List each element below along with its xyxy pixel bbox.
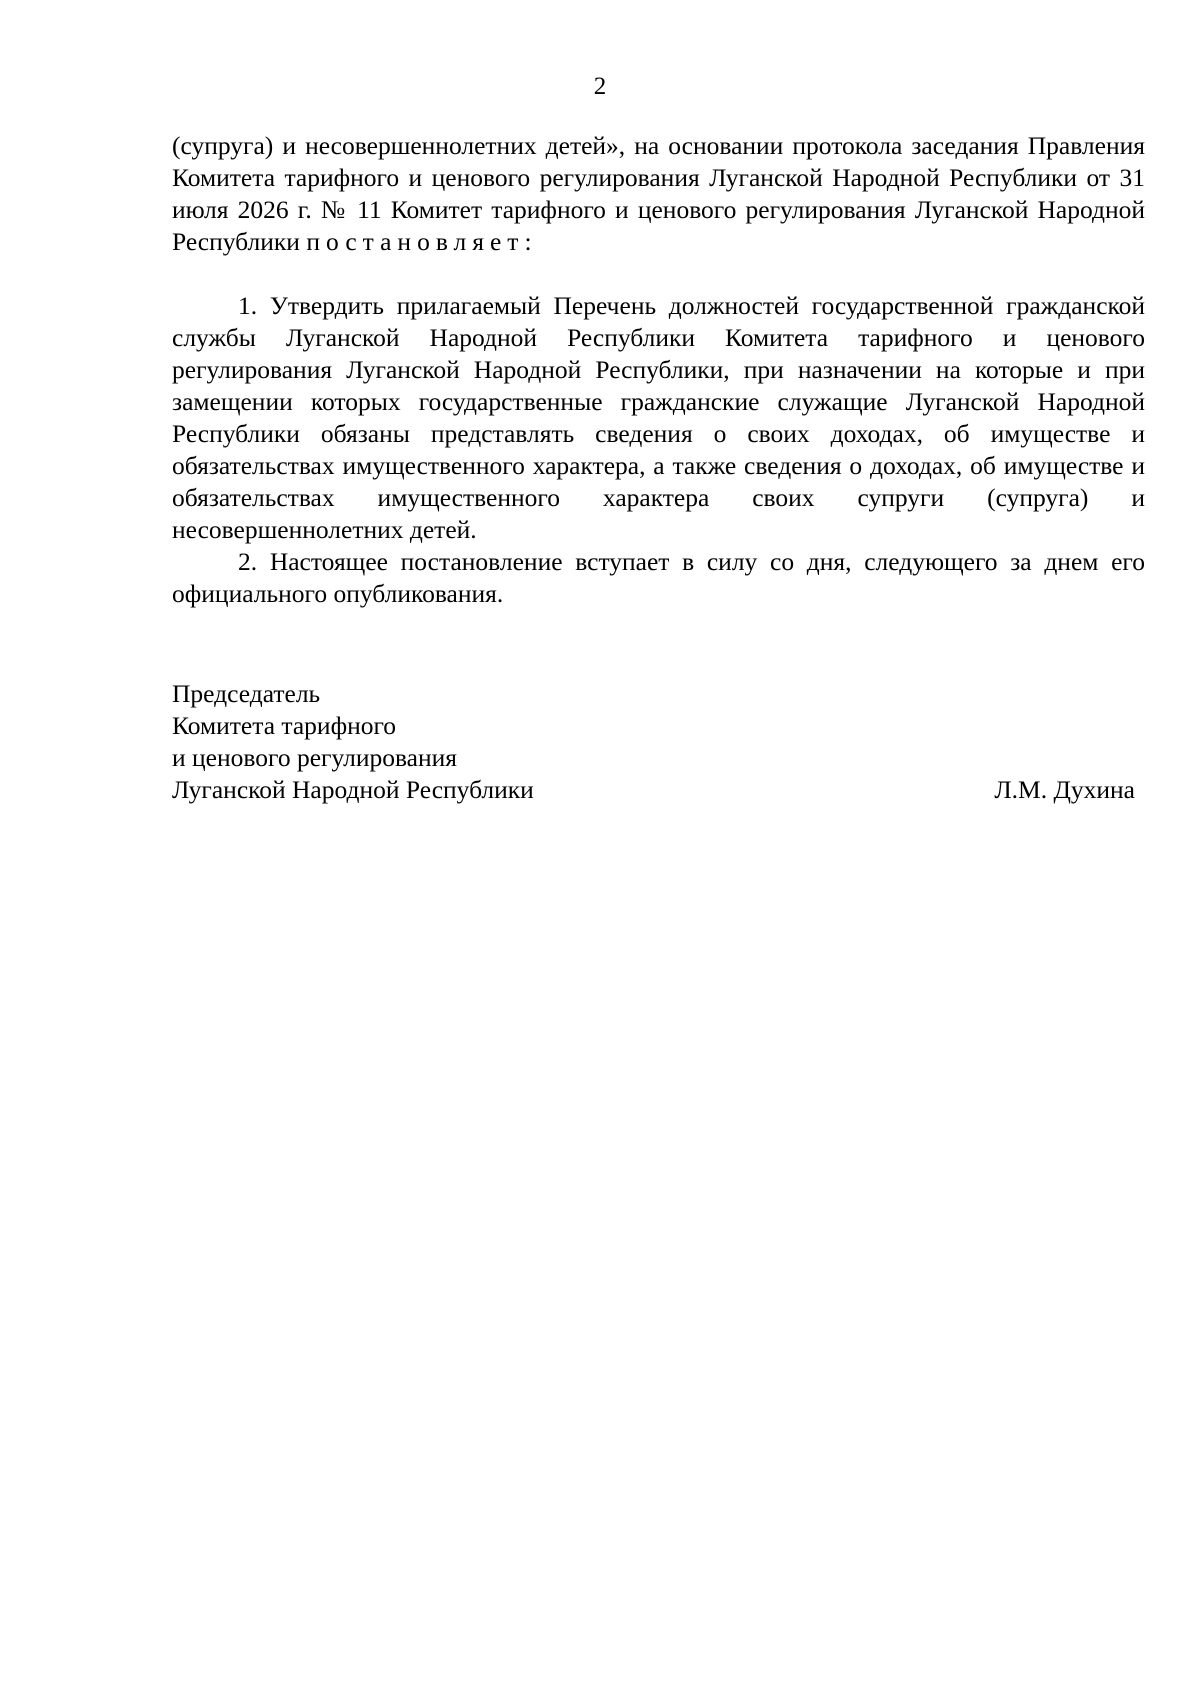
signatory-title-line-1: Председатель xyxy=(172,679,321,708)
resolution-item-1: 1. Утвердить прилагаемый Перечень должностей государственной гражданской службы Луганской Народной Республики Комитета тарифного и ценового регулирования Луганской Народной Республики, при назначении на которые и при замещении которых государственные гражданские служащие Луганской Народной Республики обязаны представлять сведения о своих доходах, об имуществе и обязательствах имущественного характера, а также сведения о доходах, об имуществе и обязательствах имущественного характера своих супруги (супруга) и несовершеннолетних детей. xyxy=(172,291,1145,544)
resolution-item-2: 2. Настоящее постановление вступает в силу со дня, следующего за днем его официального опубликования. xyxy=(172,547,1145,608)
signatory-title-line-4: Луганской Народной Республики xyxy=(172,775,534,804)
signatory-name: Л.М. Духина xyxy=(994,775,1135,804)
signatory-title-line-2: Комитета тарифного xyxy=(172,711,397,740)
signature-block xyxy=(172,678,1145,806)
page-number: 2 xyxy=(593,73,607,100)
decree-word: постановляет: xyxy=(306,227,538,256)
intro-paragraph-text: (супруга) и несовершеннолетних детей», на основании протокола заседания Правления Комитета тарифного и ценового регулирования Луганской Народной Республики от 31 июля 2026 г. № 11 Комитет тарифного и ценового регулирования Луганской Народной Республики xyxy=(172,131,1145,256)
signatory-title-line-3: и ценового регулирования xyxy=(172,743,458,772)
intro-paragraph xyxy=(172,130,1145,258)
